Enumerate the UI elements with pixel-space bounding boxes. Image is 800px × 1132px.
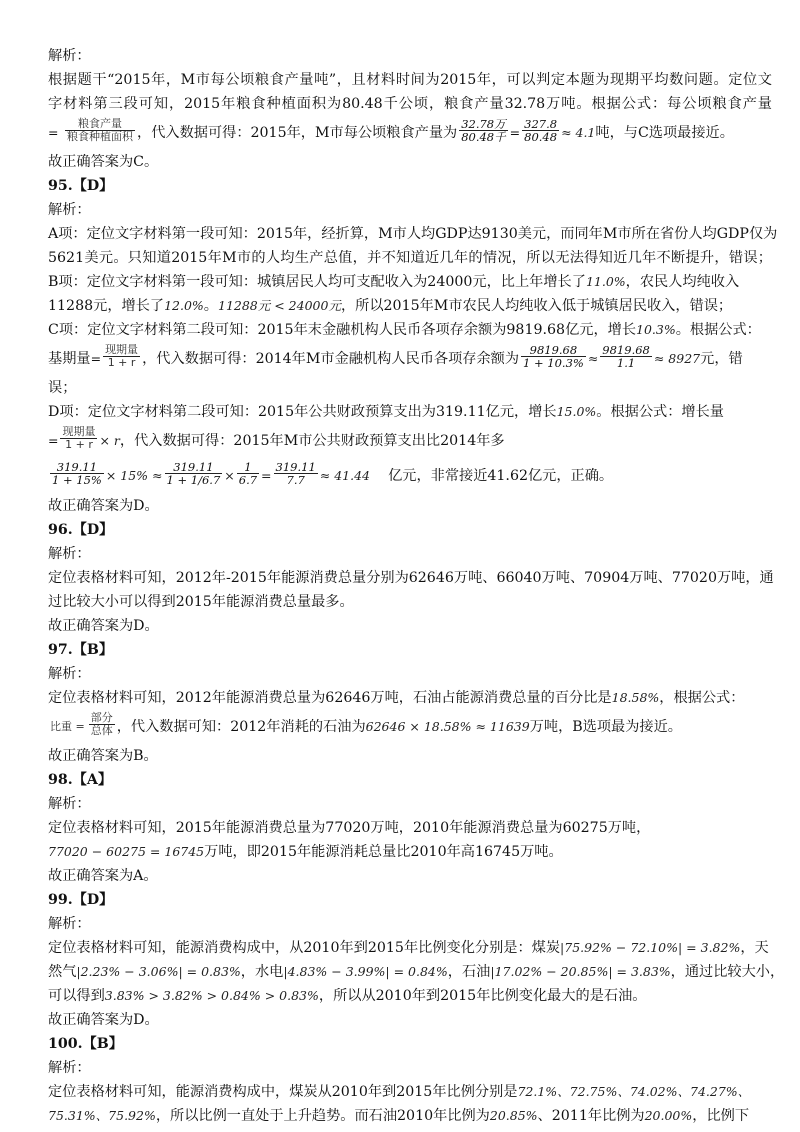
math-expression: |75.92% − 72.10%| = 3.82% (560, 940, 741, 955)
formula-label: 比重 = (50, 720, 85, 733)
text-line: 定位表格材料可知，2015年能源消费总量为77020万吨，2010年能源消费总量为60275万吨， (48, 820, 651, 836)
analysis-label: 解析： (48, 546, 91, 562)
text-line: 过比较大小可以得到2015年能源消费总量最多。 (48, 594, 354, 610)
formula-fraction: $\frac{1}{6.7}$ (238, 459, 258, 487)
math-expression: 11288元 < 24000元 (218, 298, 341, 313)
formula-fraction: $\frac{9819.68}{1.1}$ (602, 342, 650, 370)
math-expression: 72.1%、72.75%、74.02%、74.27%、 (517, 1084, 751, 1099)
answer-line: 故正确答案为B。 (48, 748, 158, 764)
math-expression: |4.83% − 3.99%| = 0.84% (283, 964, 448, 979)
equals-sign: = (48, 125, 59, 140)
math-expression: 10.3% (636, 322, 676, 337)
formula-fraction: $\frac{\text{粮食产量}}{\text{粮食种植面积}}$ (67, 116, 133, 143)
text-segment: ，代入数据可得：2015年，M市每公顷粮食产量为 (137, 125, 458, 141)
math-expression: ≈ 8927 (653, 351, 701, 366)
text-line: 可以得到3.83% > 3.82% > 0.84% > 0.83%，所以从2010年到2015年比例变化最大的是石油。 (48, 988, 647, 1004)
math-expression: 15.0% (556, 404, 597, 419)
text-line: 然气|2.23% − 3.06%| = 0.83%，水电|4.83% − 3.99%| = 0.84%，石油|17.02% − 20.85%| = 3.83%，通过比较大小， (48, 964, 785, 980)
text-line: 77020 − 60275 = 16745万吨，即2015年能源消耗总量比2010年高16745万吨。 (48, 844, 563, 860)
question-number: 98.【A】 (48, 772, 113, 788)
formula-fraction: $\frac{\text{现期量}}{1 + r}$ (105, 342, 139, 369)
question-number: 100.【B】 (48, 1036, 123, 1052)
text-line: 11288元，增长了12.0%。11288元 < 24000元，所以2015年M市农民人均纯收入低于城镇居民收入，错误； (48, 298, 733, 314)
answer-explanation-page (48, 44, 785, 1128)
text-line: 误； (48, 380, 77, 396)
math-expression: |2.23% − 3.06%| = 0.83% (76, 964, 241, 979)
text-line: D项：定位文字材料第二段可知：2015年公共财政预算支出为319.11亿元，增长15.0%。根据公式：增长量 (48, 404, 724, 420)
math-expression: 11.0% (585, 274, 626, 289)
math-expression: 62646 × 18.58% ≈ 11639 (365, 719, 530, 734)
analysis-label: 解析： (48, 916, 91, 932)
equals-sign: = (509, 125, 521, 140)
answer-line: 故正确答案为D。 (48, 498, 159, 514)
text-line: 根据题干“2015年，M市每公顷粮食产量吨”，且材料时间为2015年，可以判定本题为现期平均数问题。定位文 (48, 72, 772, 88)
question-number: 99.【D】 (48, 892, 114, 908)
math-expression: ≈ 4.1 (561, 125, 596, 140)
formula-fraction: $\frac{\text{现期量}}{1 + r}$ (62, 424, 96, 451)
formula-line: 基期量= $\frac{\text{现期量}}{1 + r}$ ，代入数据可得：2014年M市金融机构人民币各项存余额为 $\frac{9819.68}{1 + 10.3\%}$ ≈ $\frac{9819.68}{1.1}$ ≈ 8927元，错 (48, 342, 743, 370)
formula-line: = $\frac{\text{现期量}}{1 + r}$ × r，代入数据可得：2015年M市公共财政预算支出比2014年多 (48, 424, 505, 451)
text-line: 定位表格材料可知，2012年-2015年能源消费总量分别为62646万吨、66040万吨、70904万吨、77020万吨，通 (48, 570, 774, 586)
formula-fraction: $\frac{\text{部分}}{\text{总体}}$ (90, 710, 113, 737)
math-expression: 12.0% (164, 298, 204, 313)
text-line: B项：定位文字材料第一段可知：城镇居民人均可支配收入为24000元，比上年增长了11.0%，农民人均纯收入 (48, 274, 740, 290)
question-number: 97.【B】 (48, 642, 114, 658)
question-number: 95.【D】 (48, 178, 114, 194)
formula-line: 比重 = $\frac{\text{部分}}{\text{总体}}$ ，代入数据可知：2012年消耗的石油为62646 × 18.58% ≈ 11639万吨，B选项最为接近。 (50, 710, 682, 737)
math-expression: 77020 − 60275 = 16745 (48, 844, 205, 859)
math-expression: × r (99, 433, 120, 448)
math-expression: 20.00% (644, 1108, 693, 1123)
text-line: 75.31%、75.92%，所以比例一直处于上升趋势。而石油2010年比例为20.85%、2011年比例为20.00%，比例下 (48, 1108, 750, 1124)
formula-fraction: $\frac{319.11}{7.7}$ (275, 459, 316, 487)
formula-fraction: $\frac{\text{32.78万}}{\text{80.48千}}$ (461, 116, 506, 144)
answer-line: 故正确答案为D。 (48, 618, 159, 634)
analysis-label: 解析： (48, 1060, 91, 1076)
math-expression: 75.31%、75.92% (48, 1108, 156, 1123)
analysis-label: 解析： (48, 666, 91, 682)
text-line: 5621美元。只知道2015年M市的人均生产总值，并不知道近几年的情况，所以无法得知近几年不断提升，错误； (48, 250, 772, 266)
analysis-label: 解析： (48, 48, 91, 64)
analysis-label: 解析： (48, 796, 91, 812)
formula-fraction: $\frac{327.8}{80.48}$ (524, 116, 558, 144)
text-line: 字材料第三段可知，2015年粮食种植面积为80.48千公顷，粮食产量32.78万吨。根据公式：每公顷粮食产量 (48, 96, 772, 112)
formula-line (48, 116, 772, 150)
answer-line: 故正确答案为D。 (48, 1012, 159, 1028)
text-line: C项：定位文字材料第二段可知：2015年末金融机构人民币各项存余额为9819.68亿元，增长10.3%。根据公式： (48, 322, 761, 338)
text-line: 定位表格材料可知，能源消费构成中，煤炭从2010年到2015年比例分别是72.1%、72.75%、74.02%、74.27%、 (48, 1084, 751, 1100)
math-expression: 20.85% (489, 1108, 538, 1123)
formula-fraction: $\frac{319.11}{1 + 1/6.7}$ (166, 459, 221, 487)
analysis-label: 解析： (48, 202, 91, 218)
math-expression: ≈ 41.44 (319, 468, 371, 483)
text-line: A项：定位文字材料第一段可知：2015年，经折算，M市人均GDP达9130美元，而同年M市所在省份人均GDP仅为 (48, 226, 778, 242)
text-line: 定位表格材料可知，2012年能源消费总量为62646万吨，石油占能源消费总量的百分比是18.58%，根据公式： (48, 690, 745, 706)
answer-line: 故正确答案为A。 (48, 868, 158, 884)
math-expression: 18.58% (611, 690, 660, 705)
text-line: 定位表格材料可知，能源消费构成中，从2010年到2015年比例变化分别是：煤炭|75.92% − 72.10%| = 3.82%，天 (48, 940, 769, 956)
formula-line: $\frac{319.11}{1 + 15\%}$ × 15% ≈ $\frac{319.11}{1 + 1/6.7}$ × $\frac{1}{6.7}$ = $\frac{319.11}{7.7}$ ≈ 41.44 亿元，非常接近41.62亿元，正确。 (52, 459, 614, 487)
math-expression: 3.83% > 3.82% > 0.84% > 0.83% (104, 988, 319, 1003)
text-segment: 吨，与C选项最接近。 (595, 125, 734, 141)
math-expression: |17.02% − 20.85%| = 3.83% (490, 964, 671, 979)
formula-fraction: $\frac{319.11}{1 + 15\%}$ (52, 459, 102, 487)
question-number: 96.【D】 (48, 522, 114, 538)
formula-fraction: $\frac{9819.68}{1 + 10.3\%}$ (523, 342, 584, 370)
answer-line: 故正确答案为C。 (48, 154, 159, 170)
